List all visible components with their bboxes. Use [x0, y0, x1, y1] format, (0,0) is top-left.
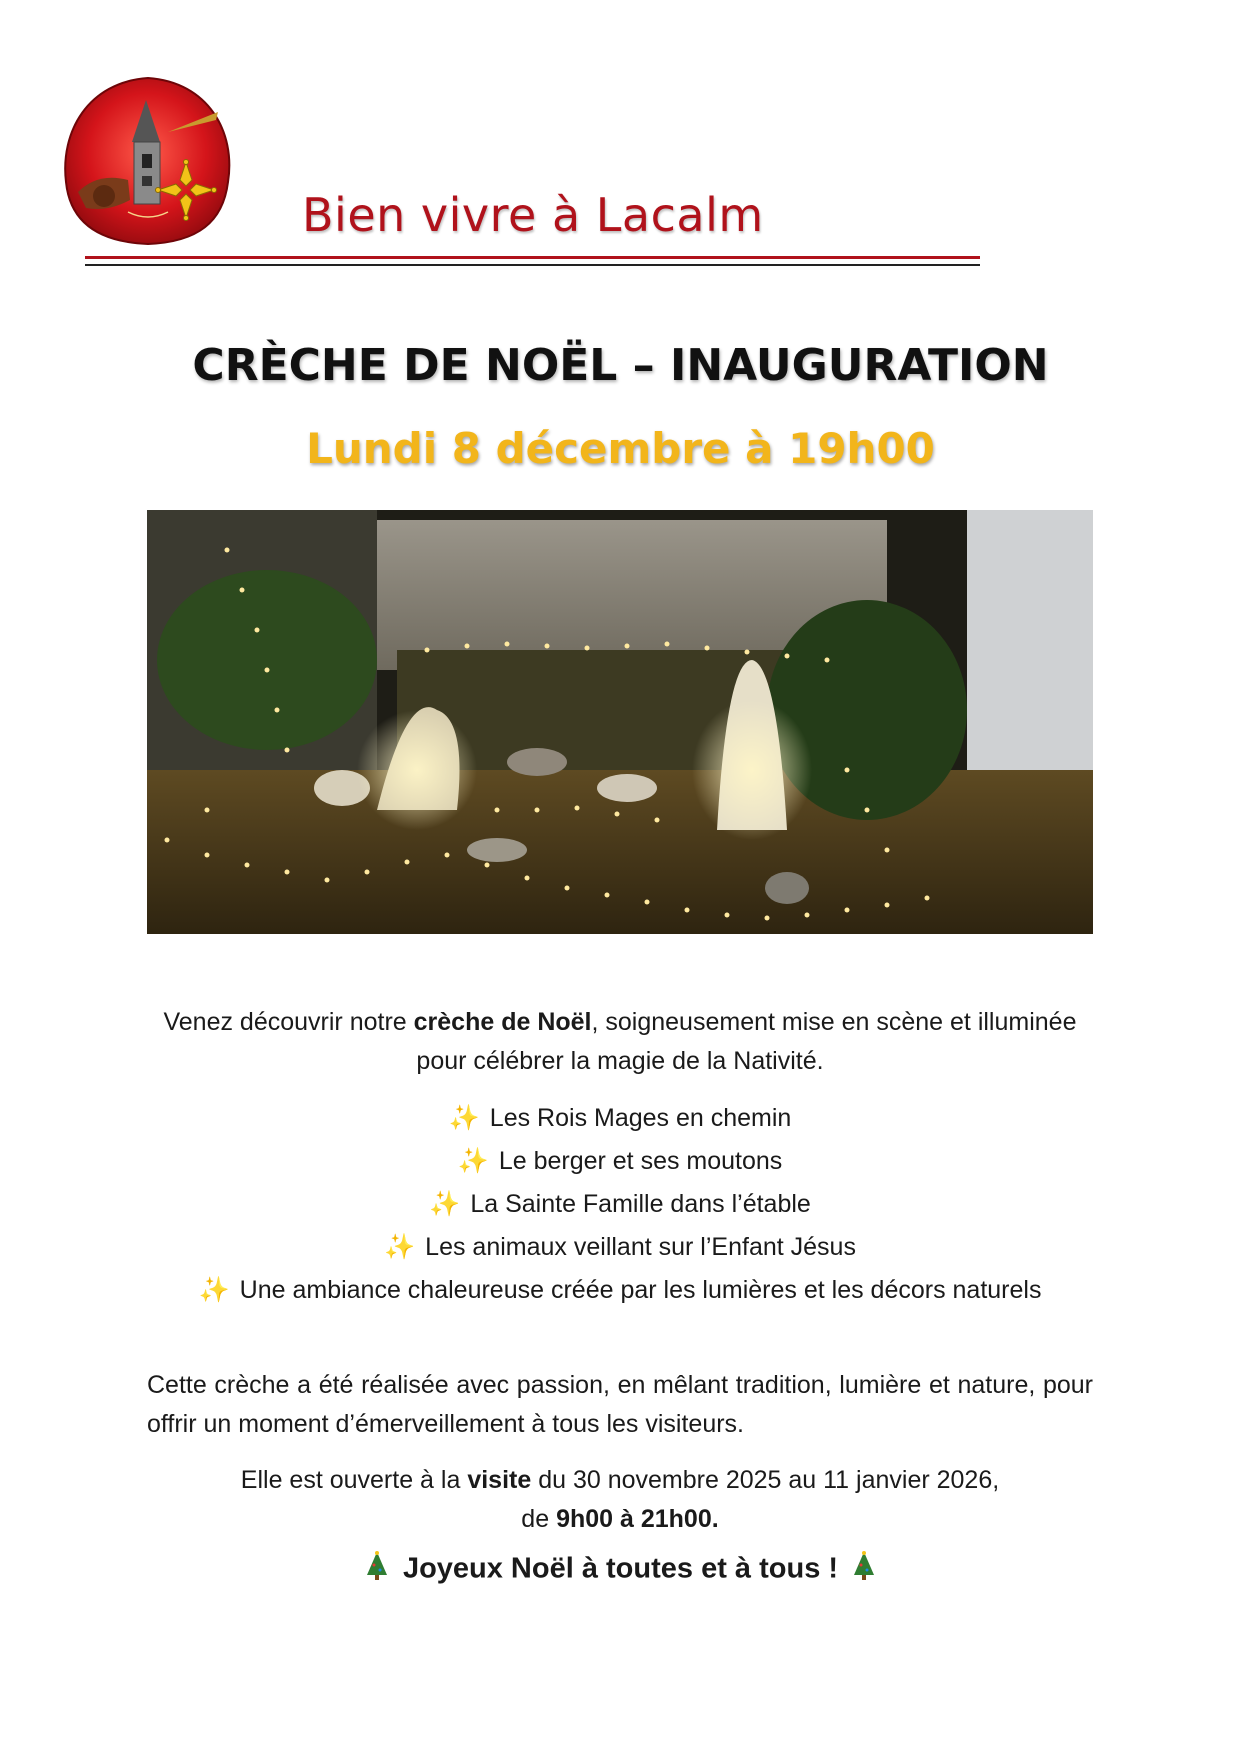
description-paragraph: Cette crèche a été réalisée avec passion, en mêlant tradition, lumière et nature, pour offrir un moment d’émerveillement à tous les visiteurs. — [147, 1371, 1093, 1438]
list-item — [147, 1185, 1093, 1224]
list-item-text: La Sainte Famille dans l’étable — [470, 1190, 811, 1218]
list-item-text: Le berger et ses moutons — [498, 1147, 783, 1175]
christmas-tree-icon — [852, 1551, 876, 1589]
event-date: Lundi 8 décembre à 19h00 — [306, 424, 935, 473]
event-title: CRÈCHE DE NOËL – INAUGURATION — [192, 340, 1049, 391]
feature-list — [147, 1099, 1093, 1310]
intro-bold: crèche de Noël — [413, 1008, 592, 1036]
visit-bold1: visite — [467, 1466, 532, 1494]
visit-part2: du 30 novembre 2025 au 11 janvier 2026, — [531, 1466, 1000, 1494]
sparkles-icon: ✨ — [384, 1233, 416, 1261]
list-item — [147, 1228, 1093, 1267]
list-item — [185, 1271, 1055, 1310]
christmas-tree-icon — [365, 1551, 389, 1589]
list-item-text: Une ambiance chaleureuse créée par les lumières et les décors naturels — [239, 1276, 1042, 1304]
closing-message — [0, 1551, 1241, 1589]
intro-part2: , soigneusement mise en scène et illuminée pour célébrer la magie de la Nativité. — [416, 1008, 1077, 1075]
visit-part1: Elle est ouverte à la — [240, 1466, 468, 1494]
closing-text: Joyeux Noël à toutes et à tous ! — [402, 1552, 839, 1585]
list-item — [147, 1099, 1093, 1138]
sparkles-icon: ✨ — [429, 1190, 461, 1218]
visit-part3: de — [521, 1505, 557, 1533]
list-item — [147, 1142, 1093, 1181]
header-rule-dark — [85, 264, 980, 266]
header-title: Bien vivre à Lacalm — [302, 188, 764, 242]
sparkles-icon: ✨ — [198, 1276, 230, 1304]
header-rule-red — [85, 256, 980, 259]
intro-text — [147, 1003, 1093, 1081]
visit-hours: 9h00 à 21h00. — [556, 1505, 719, 1533]
intro-part1: Venez découvrir notre — [163, 1008, 414, 1036]
nativity-scene-photo — [147, 510, 1093, 934]
sparkles-icon: ✨ — [457, 1147, 489, 1175]
sparkles-icon: ✨ — [448, 1104, 480, 1132]
list-item-text: Les Rois Mages en chemin — [489, 1104, 792, 1132]
list-item-text: Les animaux veillant sur l’Enfant Jésus — [425, 1233, 856, 1261]
visit-info — [147, 1461, 1093, 1539]
lacalm-crest-logo — [58, 72, 238, 252]
